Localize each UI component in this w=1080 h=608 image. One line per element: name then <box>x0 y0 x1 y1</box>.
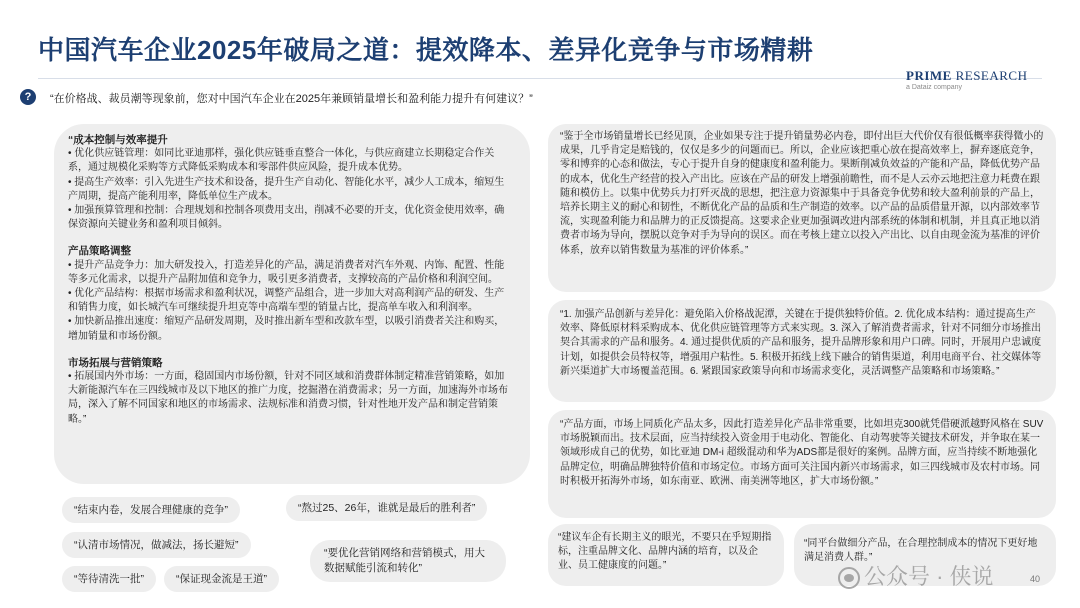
quote-pill: “熬过25、26年，谁就是最后的胜利者” <box>286 495 487 521</box>
quote-bubble-long-term: “建议车企有长期主义的眼光，不要只在乎短期指标，注重品牌文化、品牌内涵的培育，以及企业、员工健康度的问题。” <box>548 524 784 586</box>
section-title-market: 市场拓展与营销策略 <box>68 356 163 369</box>
watermark <box>838 560 994 591</box>
quote-pill: “结束内卷，发展合理健康的竞争” <box>62 497 240 523</box>
list-item: • 优化供应链管理：如同比亚迪那样，强化供应链垂直整合一体化，与供应商建立长期稳定合作关系，通过规模化采购等方式降低采购成本和零部件供应风险，提升成本优势。 <box>68 148 495 174</box>
quote-pill: “认清市场情况，做减法，扬长避短” <box>62 532 251 558</box>
title-divider <box>38 78 1042 79</box>
section-title-product: 产品策略调整 <box>68 245 131 258</box>
quote-bubble-innovation: “1. 加强产品创新与差异化：避免陷入价格战泥潭，关键在于提供独特价值。2. 优化成本结构：通过提高生产效率、降低原材料采购成本、优化供应链管理等方式来实现。3. 深入了解消费者需求，针对不同细分市场推出契合其需求的产品和服务。4. 通过提供优质的产品和服务，提升品牌形象和用户口碑。同时，开展用户忠诚度计划，如提供会员特权等，增强用户粘性。5. 积极开拓线上线下融合的销售渠道，利用电商平台、社交媒体等新兴渠道扩大市场覆盖范围。6. 紧跟国家政策导向和市场需求变化，灵活调整产品策略和市场策略。” <box>548 300 1056 402</box>
wechat-icon <box>838 567 860 589</box>
list-item: • 提高生产效率：引入先进生产技术和设备，提升生产自动化、智能化水平，减少人工成本，缩短生产周期，提高产能利用率，降低单位生产成本。 <box>68 176 505 202</box>
quote-bubble-platform: “同平台做细分产品，在合理控制成本的情况下更好地满足消费人群。” <box>794 524 1056 586</box>
logo-tagline: a Dataiz company <box>906 84 963 91</box>
question-icon: ? <box>20 89 36 105</box>
left-quote-panel <box>54 124 530 484</box>
quote-pill: “要优化营销网络和营销模式，用大数据赋能引流和转化” <box>310 540 506 582</box>
list-item: • 加快新品推出速度：缩短产品研发周期，及时推出新车型和改款车型，以吸引消费者关注和购买，增加销量和市场份额。 <box>68 316 505 342</box>
list-item: • 拓展国内外市场：一方面，稳固国内市场份额，针对不同区域和消费群体制定精准营销策略，如加大新能源汽车在三四线城市及以下地区的推广力度，挖掘潜在消费需求；另一方面，加速海外市场布局，深入了解不同国家和地区的市场需求、法规标准和消费习惯，针对性地开发产品和制定营销策略。” <box>68 371 508 425</box>
quote-pill: “等待清洗一批” <box>62 566 156 592</box>
logo-brand-rest: RESEARCH <box>955 68 1028 83</box>
section-title-cost: “成本控制与效率提升 <box>68 134 168 146</box>
question-text: “在价格战、裁员潮等现象前，您对中国汽车企业在2025年兼顾销量增长和盈利能力提升有何建议？” <box>50 93 533 105</box>
quote-bubble-efficiency: “鉴于全市场销量增长已经见顶，企业如果专注于提升销量势必内卷，即付出巨大代价仅有很低概率获得微小的成果，几乎肯定是赔钱的，仅仅是多少的问题而已。所以，企业应该把重心放在提高效率上，摒弃逐底竞争，零和博弈的心态和做法，专心于提升自身的健康度和盈利能力。果断削减负效益的产能和产品，降低优势产品的成本，优化生产经营的投入产出比。应该在产品的研发上增强前瞻性，而不是人云亦云地把注意力耗费在跟随和模仿上。以集中优势兵力打歼灭战的思想，把注意力资源集中于具备竞争优势和较大盈利前景的产品上，培养长期主义的耐心和韧性，不断优化产品的品质和生产制造的效率。以产品的品质借量开源，以内部效率节流，实现盈利能力和品牌力的正反馈提高。这要求企业更加强调改进内部系统的体制和机制，并且真正地以消费者市场为导向，摆脱以竞争对手为导向的误区。而在考核上建立以投入产出比、以自由现金流为基准的评价体系，放弃以销售数量为基准的评价体系。” <box>548 124 1056 292</box>
logo-brand: PRIME <box>906 68 952 83</box>
quote-pill: “保证现金流是王道” <box>164 566 279 592</box>
quote-bubble-differentiation: “产品方面，市场上同质化产品太多，因此打造差异化产品非常重要，比如坦克300就凭借硬派越野风格在 SUV 市场脱颖而出。技术层面，应当持续投入资金用于电动化、智能化、自动驾驶等关键技术研发，并争取在某一领域形成自己的优势，如比亚迪 DM-i 超级混动和华为ADS都是很好的案例。品牌方面，应当持续不断地强化品牌定位，明确品牌独特价值和市场定位。市场方面可关注国内新兴市场需求，如三四线城市及农村市场。同时积极开拓海外市场，如东南亚、欧洲、南美洲等地区，扩大市场份额。” <box>548 410 1056 518</box>
watermark-text: 公众号 · 侠说 <box>864 564 994 589</box>
list-item: • 提升产品竞争力：加大研发投入，打造差异化的产品，满足消费者对汽车外观、内饰、配置、性能等多元化需求，以提升产品附加值和竞争力，吸引更多消费者，支撑较高的产品价格和利润空间。 <box>68 259 505 285</box>
list-item: • 加强预算管理和控制：合理规划和控制各项费用支出，削减不必要的开支，优化资金使用效率，确保资源向关键业务和盈利项目倾斜。 <box>68 205 505 231</box>
logo <box>906 68 1028 91</box>
page-title: 中国汽车企业2025年破局之道：提效降本、差异化竞争与市场精耕 <box>38 35 814 65</box>
page-number: 40 <box>1030 574 1041 584</box>
list-item: • 优化产品结构：根据市场需求和盈利状况，调整产品组合，进一步加大对高利润产品的研发、生产和销售力度，如长城汽车可继续提升坦克等中高端车型的销量占比，提高单车收入和利润率。 <box>68 288 505 314</box>
